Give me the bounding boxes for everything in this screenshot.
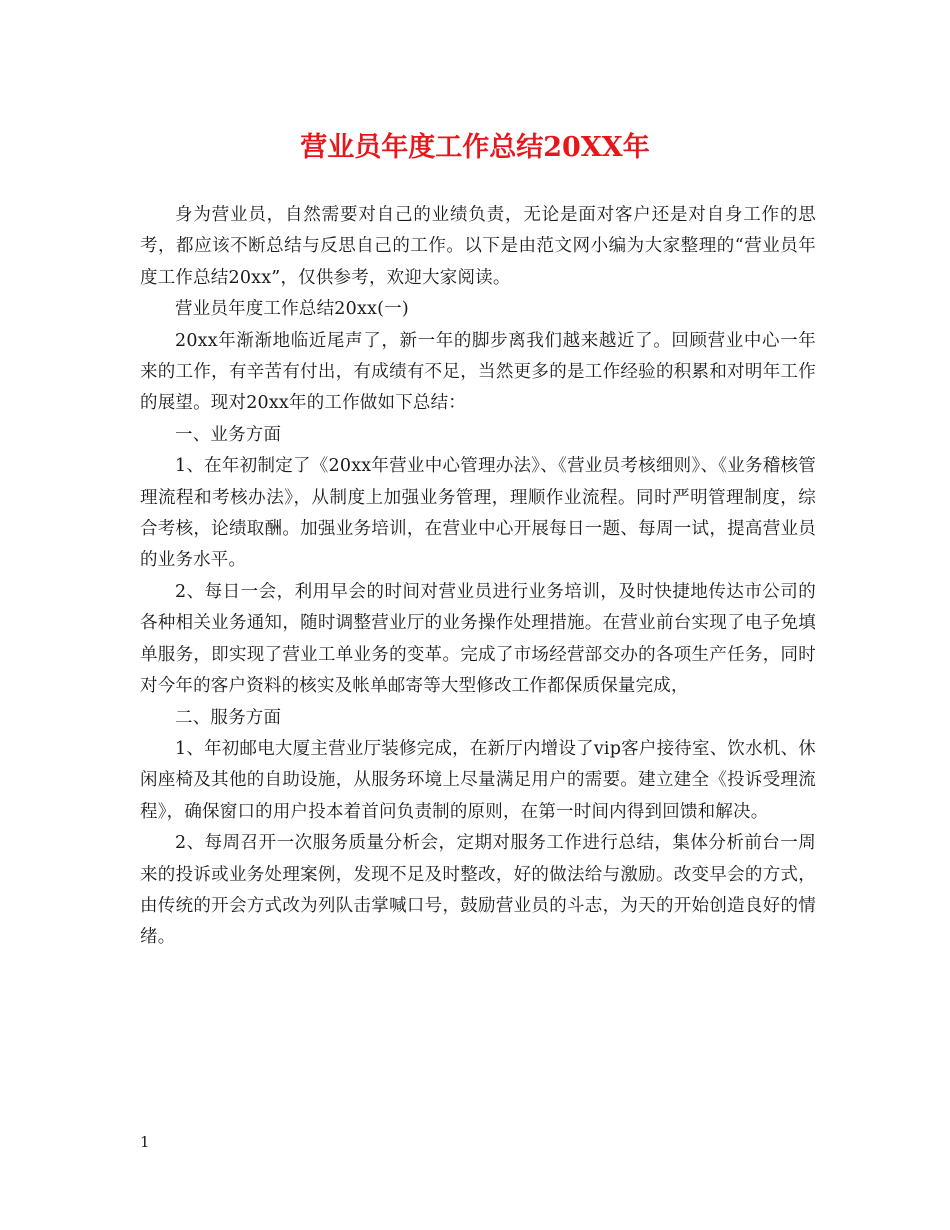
paragraph-business-1: 1、在年初制定了《20xx年营业中心管理办法》、《营业员考核细则》、《业务稽核管理流程和考核办法》，从制度上加强业务管理，理顺作业流程。同时严明管理制度，综合考核，论绩取酬。加强业务培训，在营业中心开展每日一题、每周一试，提高营业员的业务水平。 [140,456,816,571]
paragraph-service-1: 1、年初邮电大厦主营业厅装修完成，在新厅内增设了vip客户接待室、饮水机、休闲座椅及其他的自助设施，从服务环境上尽量满足用户的需要。建立建全《投诉受理流程》，确保窗口的用户投本着首问负责制的原则，在第一时间内得到回馈和解决。 [140,738,816,822]
paragraph-intro: 身为营业员，自然需要对自己的业绩负责，无论是面对客户还是对自身工作的思考，都应该不断总结与反思自己的工作。以下是由范文网小编为大家整理的“营业员年度工作总结20xx”，仅供参考，欢迎大家阅读。 [140,205,816,288]
paragraph-service-2: 2、每周召开一次服务质量分析会，定期对服务工作进行总结，集体分析前台一周来的投诉或业务处理案例，发现不足及时整改，好的做法给与激励。改变早会的方式，由传统的开会方式改为列队击掌喊口号，鼓励营业员的斗志，为天的开始创造良好的情绪。 [140,833,816,948]
paragraph-subtitle: 营业员年度工作总结20xx(一) [175,299,409,320]
document-title: 营业员年度工作总结20XX年 [300,132,650,163]
page-number: 1 [140,1133,150,1151]
section-heading-business: 一、业务方面 [175,424,282,445]
paragraph-review: 20xx年渐渐地临近尾声了，新一年的脚步离我们越来越近了。回顾营业中心一年来的工作，有辛苦有付出，有成绩有不足，当然更多的是工作经验的积累和对明年工作的展望。现对20xx年的工作做如下总结： [140,330,816,414]
section-heading-service: 二、服务方面 [175,707,282,728]
paragraph-business-2: 2、每日一会，利用早会的时间对营业员进行业务培训，及时快捷地传达市公司的各种相关业务通知，随时调整营业厅的业务操作处理措施。在营业前台实现了电子免填单服务，即实现了营业工单业务的变革。完成了市场经营部交办的各项生产任务，同时对今年的客户资料的核实及帐单邮寄等大型修改工作都保质保量完成， [140,581,816,697]
document-body [140,200,816,954]
